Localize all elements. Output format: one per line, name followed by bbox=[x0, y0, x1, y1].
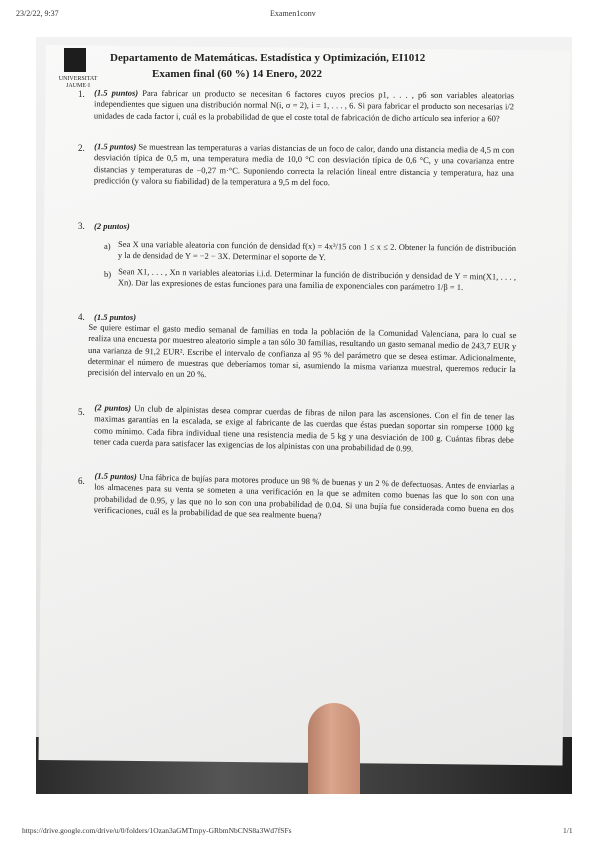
question-3-points: (2 puntos) bbox=[94, 221, 130, 231]
question-4-number: 4. bbox=[78, 312, 85, 322]
question-3a-label: a) bbox=[104, 241, 111, 251]
logo-line1: UNIVERSITAT bbox=[58, 76, 98, 82]
question-5-number: 5. bbox=[78, 407, 85, 417]
question-6-points: (1.5 puntos) bbox=[94, 470, 137, 482]
finger bbox=[308, 703, 360, 794]
question-2-text: Se muestrean las temperaturas a varias distancias de un foco de calor, dando una distancia media de 4,5 m con desviación típica de 0,5 m, una temperatura media de 10,0 °C con desviación típica de 0,6 °C, y una covarianza entre distancias y temperaturas de −0,27 m·°C. Suponiendo correcta la relación lineal entre distancia y temperatura, haz una predicción (y valora su fiabilidad) de la temperatura a 9,5 m del foco. bbox=[93, 141, 515, 188]
question-2 bbox=[94, 141, 514, 190]
question-2-points: (1.5 puntos) bbox=[94, 141, 137, 152]
question-3b-label: b) bbox=[104, 269, 112, 279]
print-header-title: Examen1conv bbox=[270, 9, 316, 18]
question-3b-text: Sean X1, . . . , Xn n variables aleatorias i.i.d. Determinar la función de distribución y densidad de Y = min(X1, . . . , Xn). Dar las expresiones de estas funciones para una familia de exponenciales con parámetro 1/β = 1. bbox=[117, 266, 517, 293]
print-footer-page: 1/1 bbox=[563, 826, 573, 835]
question-2-number: 2. bbox=[78, 143, 85, 153]
exam-title: Examen final (60 %) 14 Enero, 2022 bbox=[152, 68, 322, 80]
question-4-heading bbox=[94, 312, 514, 323]
question-1-number: 1. bbox=[78, 89, 85, 99]
question-3-number: 3. bbox=[78, 221, 85, 231]
question-4-points: (1.5 puntos) bbox=[94, 312, 137, 322]
department-title: Departamento de Matemáticas. Estadística y Optimización, EI1012 bbox=[110, 52, 426, 64]
logo-line2: JAUME·I bbox=[66, 83, 90, 89]
question-1-text: Para fabricar un producto se necesitan 6 factores cuyos precios p1, . . . , p6 son variables aleatorias independientes que siguen una distribución normal N(i, σ = 2), i = 1, . . . , 6. Si para fabricar el producto son necesarias i/2 unidades de cada factor i, cuál es la probabilidad de que el coste total de fabricación de dicho artículo sea inferior a 60? bbox=[93, 87, 515, 123]
logo-emblem-icon bbox=[64, 48, 86, 72]
print-header-datetime: 23/2/22, 9:37 bbox=[16, 9, 59, 18]
question-5-points: (2 puntos) bbox=[94, 402, 132, 414]
question-5 bbox=[94, 402, 515, 457]
question-1 bbox=[94, 88, 514, 125]
question-3 bbox=[94, 221, 514, 232]
question-3a-text: Sea X una variable aleatoria con función de densidad f(x) = 4x³/15 con 1 ≤ x ≤ 2. Obtener la función de distribución y la de densidad de Y = −2 − 3X. Determinar el soporte de Y. bbox=[117, 238, 517, 263]
question-1-points: (1.5 puntos) bbox=[94, 87, 139, 98]
question-5-text: Un club de alpinistas desea comprar cuerdas de fibras de nilon para las ascensiones. Con el fin de tener las maximas garantías en la escalada, se exige al fabricante de las cuerdas que éstas puedan soportar sin romperse 1000 kg como mínimo. Cada fibra individual tiene una resistencia media de 5 kg y una desviación de 100 g. Cuántas fibras debe tener cada cuerda para satisfacer las exigencias de los alpinistas con una probabilidad de 0.99. bbox=[93, 403, 515, 454]
question-4-text: Se quiere estimar el gasto medio semanal de familias en toda la población de la Comunidad Valenciana, para lo cual se realiza una encuesta por muestreo aleatorio simple a tan sólo 30 familias, resultando un gasto semanal medio de 243,7 EUR y una varianza de 91,2 EUR². Escribe el intervalo de confianza al 95 % del parámetro que se desea estimar. Adicionalmente, determinar el número de muestras que deberíamos tomar si, asumiendo la misma varianza muestral, queremos reducir la precisión del intervalo en un 20 %. bbox=[87, 321, 517, 380]
question-6-number: 6. bbox=[78, 476, 85, 486]
question-6-text: Una fábrica de bujías para motores produce un 98 % de buenas y un 2 % de defectuosas. Antes de enviarlas a los almacenes para su venta se someten a una verificación en la que se admiten como buenas las que lo son con una probabilidad de 0.95, y las que no lo son con una probabilidad de 0.04. Si una bujía fue considerada como buena en dos verificaciones, cuál es la probabilidad de que sea realmente buena? bbox=[93, 471, 515, 521]
print-footer-url: https://drive.google.com/drive/u/0/folders/1Ozan3aGMTmpy-GRbmNbCNS8a3Wd7fSFs bbox=[22, 826, 292, 835]
